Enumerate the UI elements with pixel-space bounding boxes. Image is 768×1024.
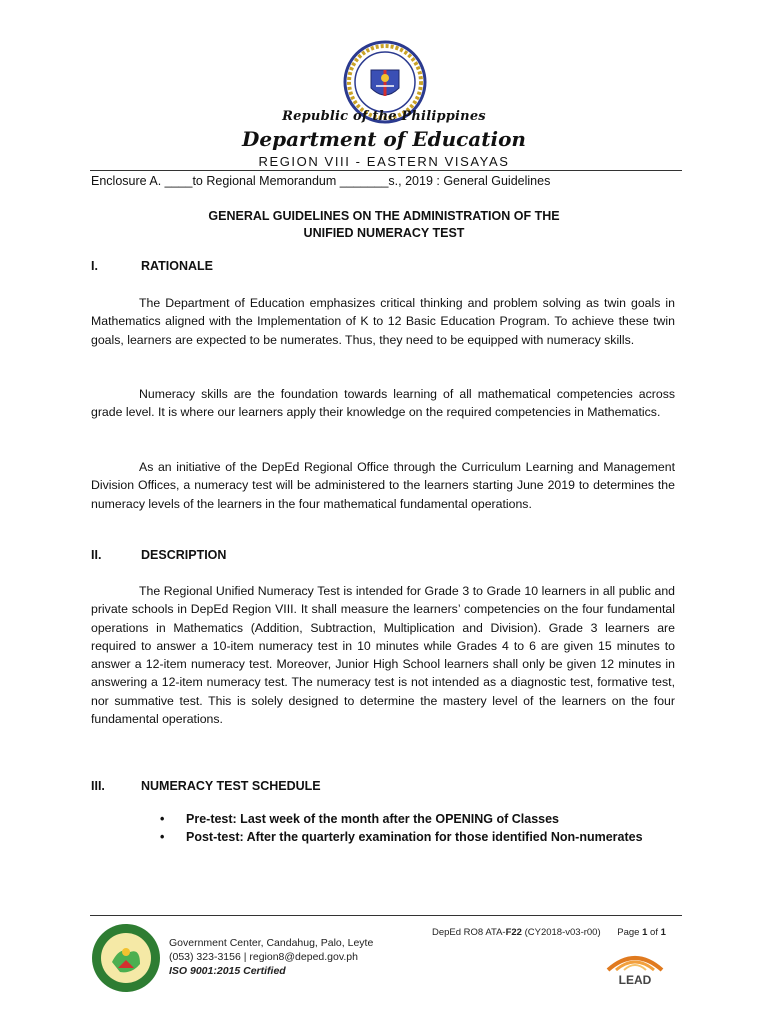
svg-text:LEAD: LEAD [618,973,652,987]
footer-address-block [169,936,373,978]
rationale-paragraph-1: The Department of Education emphasizes critical thinking and problem solving as twin goals in Mathematics aligned with the Implementation of K to 12 Basic Education Program. To achieve these twin goals, learners are expected to be numerates. Thus, they need to be equipped with numeracy skills. [91,296,675,347]
doc-version: (CY2018-v03-r00) [521,927,601,938]
section-heading-rationale [91,259,213,273]
document-reference [432,927,666,938]
section-number: III. [91,779,105,793]
section-title: RATIONALE [141,259,213,273]
iso-certification: ISO 9001:2015 Certified [169,965,286,977]
page-of: of [647,927,661,938]
bullet-icon: • [160,812,165,826]
section-heading-schedule [91,779,321,793]
region-viii-seal-logo [90,922,162,994]
rationale-paragraph-2: Numeracy skills are the foundation towards learning of all mathematical competencies across grade level. It is where our learners apply their knowledge on the required competencies in Mathematics. [91,387,675,420]
section-title: DESCRIPTION [141,548,227,562]
republic-heading: Republic of the Philippines [282,109,486,124]
enclosure-line: Enclosure A. ____to Regional Memorandum _______s., 2019 : General Guidelines [91,174,551,188]
pre-test-item: Pre-test: Last week of the month after the OPENING of Classes [186,812,559,826]
schedule-list [150,810,680,846]
doc-code-bold: F22 [505,927,522,938]
page-label: Page [617,927,643,938]
footer-divider [90,915,682,916]
description-paragraph: The Regional Unified Numeracy Test is intended for Grade 3 to Grade 10 learners in all public and private schools in DepEd Region VIII. It shall measure the learners’ competencies on the four fundamental operations in Mathematics (Addition, Subtraction, Multiplication and Division). Grade 3 learners are required to answer a 10-item numeracy test in 10 minutes while Grades 4 to 6 are given 15 minutes to answer a 12-item numeracy test. Moreover, Junior High School learners shall only be given 12 minutes in answering a 12-item numeracy test. The numeracy test is not intended as a diagnostic test, formative test, nor summative test. This is solely designed to determine the mastery level of the learners on the four fundamental operations. [91,584,675,727]
section-number: II. [91,548,102,562]
list-item [150,810,680,828]
region-heading: REGION VIII - EASTERN VISAYAS [258,154,510,169]
page-indicator [617,927,666,938]
document-title-line-2: UNIFIED NUMERACY TEST [303,226,465,240]
contact-line: (053) 323-3156 | region8@deped.gov.ph [169,951,358,963]
lead-logo [600,944,670,988]
department-heading: Department of Education [242,127,526,151]
list-item [150,828,680,846]
header-divider [90,170,682,171]
document-title-line-1: GENERAL GUIDELINES ON THE ADMINISTRATION OF THE [208,209,560,223]
rationale-paragraph-3: As an initiative of the DepEd Regional Office through the Curriculum Learning and Management Division Offices, a numeracy test will be administered to the learners starting June 2019 to determines the numeracy levels of the learners in the four mathematical fundamental operations. [91,460,675,511]
doc-code: DepEd RO8 ATA- [432,927,506,938]
section-heading-description [91,548,226,562]
page-number: 1 [642,927,648,938]
section-number: I. [91,259,98,273]
page-total: 1 [660,927,666,938]
office-address: Government Center, Candahug, Palo, Leyte [169,937,374,949]
section-title: NUMERACY TEST SCHEDULE [141,779,321,793]
post-test-item: Post-test: After the quarterly examination for those identified Non-numerates [186,830,643,844]
bullet-icon: • [160,830,165,844]
document-title [0,208,768,242]
